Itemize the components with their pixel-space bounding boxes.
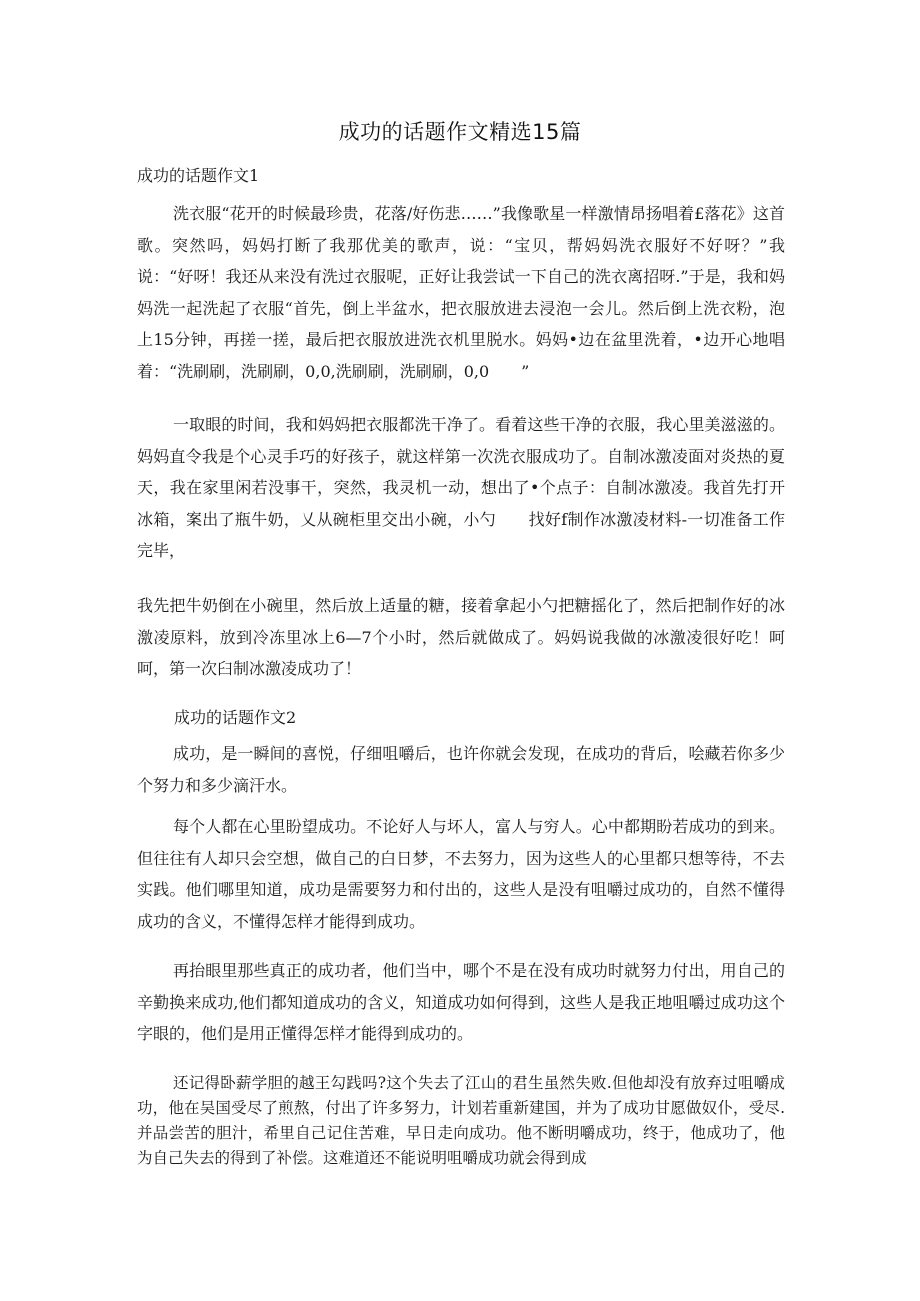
section-heading-1: 成功的话题作文1 — [137, 166, 260, 185]
paragraph: 还记得卧薪学胆的越王勾践吗?这个失去了江山的君生虽然失败.但他却没有放弃过咀嚼成功，他在吴国受尽了煎熬，付出了许多努力，计划若重新建国，并为了成功甘愿做奴仆，受尽.并品尝苦的胆汁，希里自己记住苦难，早日走向成功。他不断明嚼成功，终于，他成功了，他为自己失去的得到了补偿。这难道还不能说明咀嚼成功就会得到成 — [137, 1074, 785, 1167]
paragraph: 我先把牛奶倒在小碗里，然后放上适量的糖，接着拿起小勺把糖摇化了，然后把制作好的冰激凌原料，放到冷冻里冰上6—7个小时，然后就做成了。妈妈说我做的冰激凌很好吃！呵呵，第一次臼制冰激凌成功了！ — [137, 596, 785, 678]
section-heading-2: 成功的话题作文2 — [174, 708, 297, 727]
document-title: 成功的话题作文精选15篇 — [338, 120, 582, 144]
paragraph: 洗衣服“花开的时候最珍贵，花落/好伤悲……”我像歌星一样激情昂扬唱着£落花》这首歌。突然吗，妈妈打断了我那优美的歌声，说：“宝贝，帮妈妈洗衣服好不好呀？”我说：“好呀！我还从来没有洗过衣服呢，正好让我尝试一下自己的洗衣离招呀.”于是，我和妈妈洗一起洗起了衣服“首先，倒上半盆水，把衣服放进去浸泡一会儿。然后倒上洗衣粉，泡上15分钟，再搓一搓，最后把衣服放进洗衣机里脱水。妈妈•边在盆里洗着，•边开心地唱着：“洗刷刷，洗刷刷，0,0,洗刷刷，洗刷刷，0,0 ” — [137, 204, 785, 381]
paragraph: 成功，是一瞬间的喜悦，仔细咀嚼后，也许你就会发现，在成功的背后，哙藏若你多少个努力和多少滴汗水。 — [137, 744, 785, 795]
paragraph: 一取眼的时间，我和妈妈把衣服都洗干净了。看着这些干净的衣服，我心里美滋滋的。妈妈直令我是个心灵手巧的好孩子，就这样第一次洗衣服成功了。自制冰激凌面对炎热的夏天，我在家里闲若没事干，突然，我灵机一动，想出了•个点子：自制冰激凌。我首先打开冰箱，案出了瓶牛奶，乂从碗柜里交出小碗，小勺 找好f制作冰激凌材料-一切准备工作完毕， — [137, 415, 785, 560]
paragraph: 再抬眼里那些真正的成功者，他们当中，哪个不是在没有成功时就努力付出，用自己的辛勤换来成功,他们都知道成功的含义，知道成功如何得到，这些人是我正地咀嚼过成功这个字眼的，他们是用正懂得怎样才能得到成功的。 — [137, 961, 785, 1043]
paragraph: 每个人都在心里盼望成功。不论好人与坏人，富人与穷人。心中都期盼若成功的到来。但往往有人却只会空想，做自己的白日梦，不去努力，因为这些人的心里都只想等待，不去实践。他们哪里知道，成功是需要努力和付出的，这些人是没有咀嚼过成功的，自然不懂得成功的含义，不懂得怎样才能得到成功。 — [137, 817, 785, 931]
